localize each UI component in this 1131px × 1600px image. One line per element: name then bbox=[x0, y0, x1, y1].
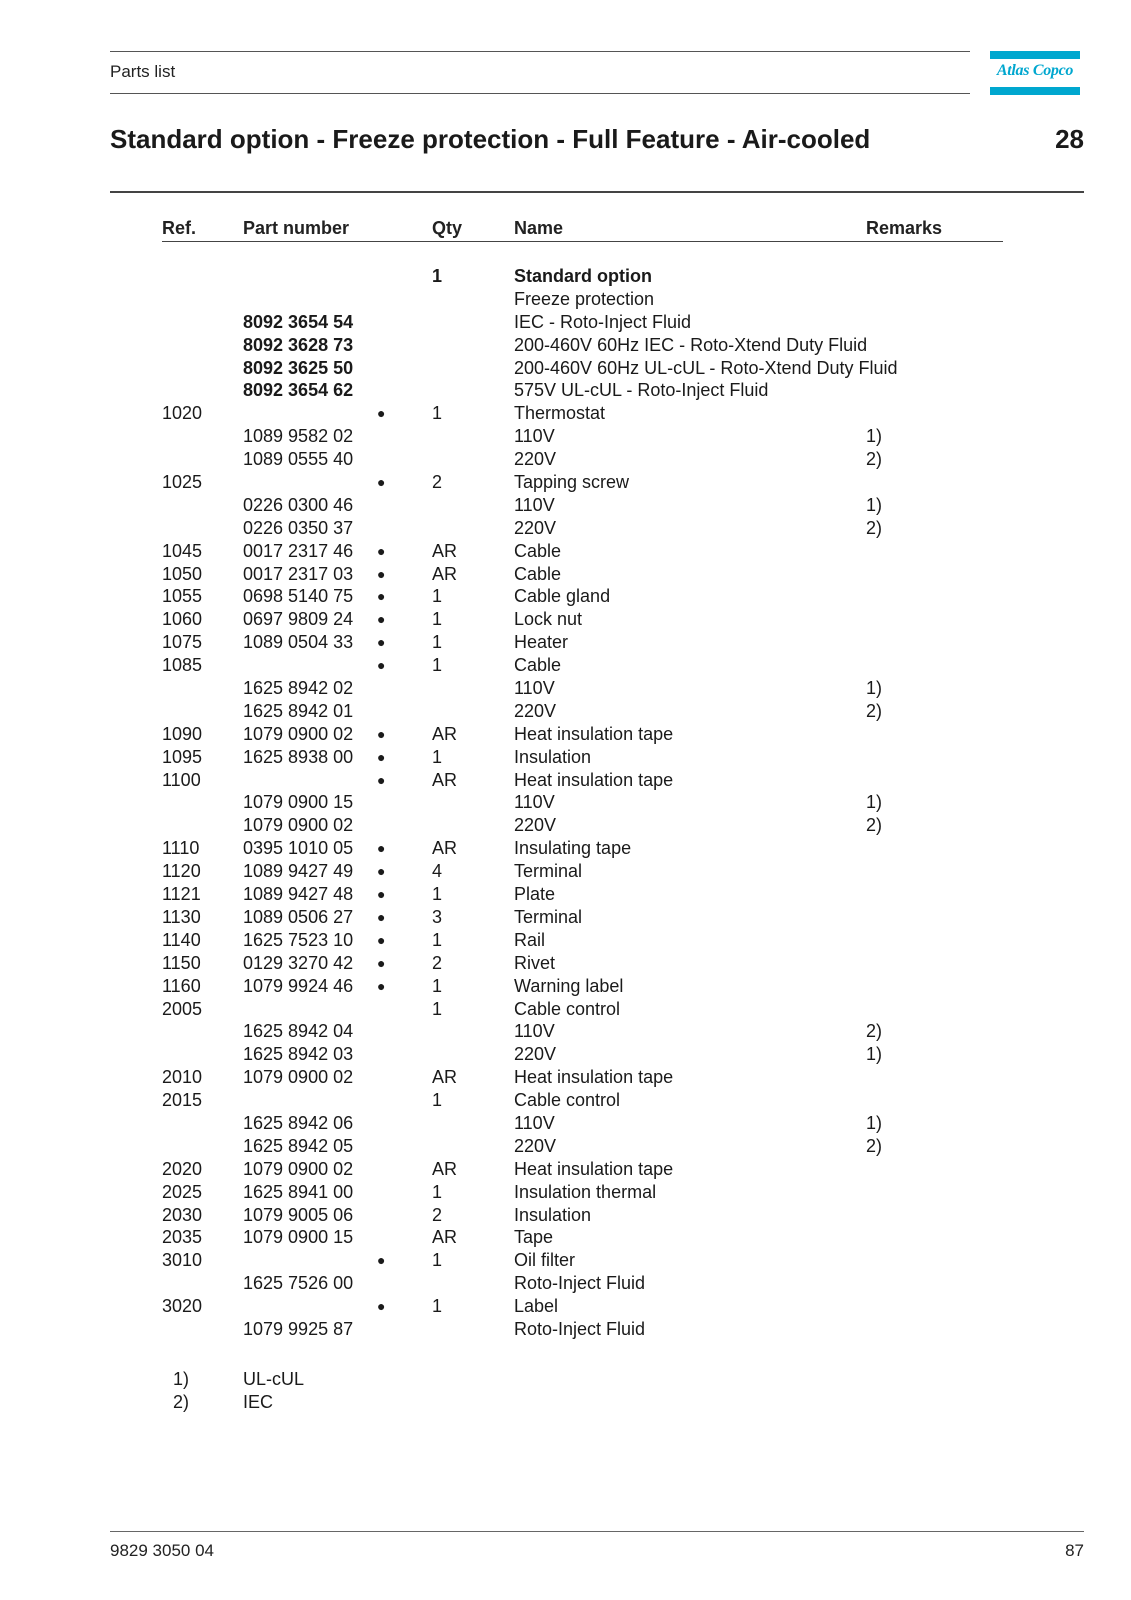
name-cell: Tape bbox=[514, 1227, 554, 1248]
logo-bar-bottom bbox=[990, 87, 1080, 95]
qty-cell: AR bbox=[432, 1158, 458, 1179]
ref-cell: 1060 bbox=[162, 609, 203, 630]
table-row bbox=[0, 814, 1131, 837]
remarks-cell: 1) bbox=[866, 792, 883, 813]
part-number-cell: 1079 0900 02 bbox=[243, 815, 354, 836]
name-cell: Heat insulation tape bbox=[514, 1158, 674, 1179]
table-row bbox=[0, 906, 1131, 929]
remarks-cell: 1) bbox=[866, 494, 883, 515]
atlas-copco-logo bbox=[990, 51, 1080, 95]
name-cell: Freeze protection bbox=[514, 288, 655, 309]
name-cell: 200-460V 60Hz UL-cUL - Roto-Xtend Duty Fluid bbox=[514, 357, 898, 378]
ref-cell: 3020 bbox=[162, 1296, 203, 1317]
part-number-cell: 1089 9427 49 bbox=[243, 861, 354, 882]
part-number-cell: 1625 7523 10 bbox=[243, 929, 354, 950]
name-cell: Cable control bbox=[514, 998, 621, 1019]
ref-cell: 1110 bbox=[162, 838, 200, 859]
part-number-cell: 0017 2317 03 bbox=[243, 563, 354, 584]
table-row bbox=[0, 883, 1131, 906]
table-row bbox=[0, 448, 1131, 471]
bullet-marker: ● bbox=[377, 954, 386, 971]
column-header-qty: Qty bbox=[432, 218, 463, 238]
table-row bbox=[0, 540, 1131, 563]
remarks-cell: 2) bbox=[866, 1135, 883, 1156]
table-row bbox=[0, 379, 1131, 402]
table-row bbox=[0, 1249, 1131, 1272]
qty-cell: 1 bbox=[432, 586, 443, 607]
bullet-marker: ● bbox=[377, 725, 386, 742]
footnote-mark-2: 2) bbox=[173, 1392, 190, 1412]
bullet-marker: ● bbox=[377, 634, 386, 651]
table-row bbox=[0, 334, 1131, 357]
column-header-name: Name bbox=[514, 218, 564, 238]
name-cell: Lock nut bbox=[514, 609, 583, 630]
table-row bbox=[0, 1272, 1131, 1295]
qty-cell: 2 bbox=[432, 1204, 443, 1225]
name-cell: Cable bbox=[514, 655, 562, 676]
bullet-marker: ● bbox=[377, 611, 386, 628]
part-number-cell: 1625 8941 00 bbox=[243, 1181, 354, 1202]
qty-cell: 1 bbox=[432, 1090, 443, 1111]
table-row bbox=[0, 723, 1131, 746]
qty-cell: AR bbox=[432, 769, 458, 790]
part-number-cell: 0129 3270 42 bbox=[243, 952, 354, 973]
name-cell: 220V bbox=[514, 1135, 557, 1156]
part-number-cell: 1079 9924 46 bbox=[243, 975, 354, 996]
bullet-marker: ● bbox=[377, 1252, 386, 1269]
ref-cell: 1140 bbox=[162, 929, 201, 950]
ref-cell: 2005 bbox=[162, 998, 203, 1019]
part-number-cell: 8092 3654 54 bbox=[243, 311, 354, 332]
ref-cell: 2030 bbox=[162, 1204, 203, 1225]
name-cell: 200-460V 60Hz IEC - Roto-Xtend Duty Fluid bbox=[514, 334, 868, 355]
table-row bbox=[0, 563, 1131, 586]
qty-cell: AR bbox=[432, 540, 458, 561]
table-row bbox=[0, 608, 1131, 631]
name-cell: Terminal bbox=[514, 906, 583, 927]
table-row bbox=[0, 1020, 1131, 1043]
table-row bbox=[0, 1318, 1131, 1341]
bullet-marker: ● bbox=[377, 657, 386, 674]
part-number-cell: 0697 9809 24 bbox=[243, 609, 354, 630]
name-cell: Oil filter bbox=[514, 1250, 576, 1271]
qty-cell: 2 bbox=[432, 472, 443, 493]
table-row bbox=[0, 494, 1131, 517]
qty-cell: 2 bbox=[432, 952, 443, 973]
name-cell: 110V bbox=[514, 678, 555, 699]
ref-cell: 1121 bbox=[162, 884, 201, 905]
ref-cell: 2010 bbox=[162, 1067, 203, 1088]
table-row bbox=[0, 1135, 1131, 1158]
qty-cell: 1 bbox=[432, 403, 443, 424]
qty-cell: 1 bbox=[432, 609, 443, 630]
ref-cell: 1085 bbox=[162, 655, 203, 676]
logo-wordmark: Atlas Copco bbox=[996, 62, 1074, 79]
ref-cell: 1090 bbox=[162, 723, 203, 744]
remarks-cell: 2) bbox=[866, 815, 883, 836]
part-number-cell: 1079 9005 06 bbox=[243, 1204, 354, 1225]
column-header-remarks: Remarks bbox=[866, 218, 943, 238]
qty-cell: AR bbox=[432, 563, 458, 584]
name-cell: Insulation bbox=[514, 746, 592, 767]
part-number-cell: 1089 0506 27 bbox=[243, 906, 354, 927]
table-row bbox=[0, 311, 1131, 334]
part-number-cell: 0698 5140 75 bbox=[243, 586, 354, 607]
table-row bbox=[0, 585, 1131, 608]
table-row bbox=[0, 357, 1131, 380]
remarks-cell: 2) bbox=[866, 700, 883, 721]
bullet-marker: ● bbox=[377, 748, 386, 765]
table-row bbox=[0, 1295, 1131, 1318]
part-number-cell: 1625 8942 06 bbox=[243, 1112, 354, 1133]
name-cell: Roto-Inject Fluid bbox=[514, 1318, 646, 1339]
qty-cell: AR bbox=[432, 1067, 458, 1088]
table-row bbox=[0, 265, 1131, 288]
table-row bbox=[0, 425, 1131, 448]
name-cell: Cable bbox=[514, 563, 562, 584]
ref-cell: 2020 bbox=[162, 1158, 203, 1179]
name-cell: Heater bbox=[514, 632, 569, 653]
part-number-cell: 1079 0900 02 bbox=[243, 723, 354, 744]
bullet-marker: ● bbox=[377, 863, 386, 880]
name-cell: 110V bbox=[514, 494, 555, 515]
name-cell: 110V bbox=[514, 792, 555, 813]
table-row bbox=[0, 746, 1131, 769]
name-cell: 220V bbox=[514, 815, 557, 836]
remarks-cell: 1) bbox=[866, 678, 883, 699]
part-number-cell: 1625 7526 00 bbox=[243, 1273, 354, 1294]
table-row bbox=[0, 860, 1131, 883]
bullet-marker: ● bbox=[377, 977, 386, 994]
qty-cell: 1 bbox=[432, 746, 443, 767]
name-cell: 220V bbox=[514, 517, 557, 538]
bullet-marker: ● bbox=[377, 931, 386, 948]
table-row bbox=[0, 1158, 1131, 1181]
qty-cell: AR bbox=[432, 1227, 458, 1248]
bullet-marker: ● bbox=[377, 886, 386, 903]
part-number-cell: 1089 0555 40 bbox=[243, 449, 354, 470]
name-cell: 110V bbox=[514, 1112, 555, 1133]
part-number-cell: 1625 8938 00 bbox=[243, 746, 354, 767]
name-cell: 220V bbox=[514, 449, 557, 470]
ref-cell: 1045 bbox=[162, 540, 203, 561]
bullet-marker: ● bbox=[377, 771, 386, 788]
qty-cell: 1 bbox=[432, 975, 443, 996]
table-row bbox=[0, 677, 1131, 700]
table-row bbox=[0, 1181, 1131, 1204]
table-row bbox=[0, 975, 1131, 998]
table-row bbox=[0, 952, 1131, 975]
part-number-cell: 1625 8942 02 bbox=[243, 678, 354, 699]
table-row bbox=[0, 791, 1131, 814]
qty-cell: 1 bbox=[432, 1296, 443, 1317]
table-row bbox=[0, 631, 1131, 654]
name-cell: Roto-Inject Fluid bbox=[514, 1273, 646, 1294]
name-cell: Heat insulation tape bbox=[514, 723, 674, 744]
bullet-marker: ● bbox=[377, 588, 386, 605]
name-cell: Label bbox=[514, 1296, 559, 1317]
part-number-cell: 1625 8942 04 bbox=[243, 1021, 354, 1042]
table-row bbox=[0, 929, 1131, 952]
qty-cell: 1 bbox=[432, 884, 443, 905]
part-number-cell: 0395 1010 05 bbox=[243, 838, 354, 859]
part-number-cell: 0017 2317 46 bbox=[243, 540, 354, 561]
part-number-cell: 0226 0300 46 bbox=[243, 494, 354, 515]
ref-cell: 1130 bbox=[162, 906, 201, 927]
name-cell: 575V UL-cUL - Roto-Inject Fluid bbox=[514, 380, 769, 401]
name-cell: Insulation thermal bbox=[514, 1181, 657, 1202]
table-row bbox=[0, 402, 1131, 425]
table-row bbox=[0, 471, 1131, 494]
qty-cell: 1 bbox=[432, 632, 443, 653]
title-divider bbox=[110, 191, 1084, 193]
name-cell: Plate bbox=[514, 884, 556, 905]
ref-cell: 1095 bbox=[162, 746, 203, 767]
part-number-cell: 1089 9582 02 bbox=[243, 426, 354, 447]
remarks-cell: 2) bbox=[866, 517, 883, 538]
table-row bbox=[0, 769, 1131, 792]
section-number: 28 bbox=[1055, 124, 1084, 154]
remarks-cell: 1) bbox=[866, 1112, 883, 1133]
remarks-cell: 2) bbox=[866, 1021, 883, 1042]
part-number-cell: 8092 3625 50 bbox=[243, 357, 354, 378]
name-cell: Thermostat bbox=[514, 403, 606, 424]
table-row bbox=[0, 1204, 1131, 1227]
ref-cell: 1100 bbox=[162, 769, 201, 790]
bullet-marker: ● bbox=[377, 405, 386, 422]
header-rule-top bbox=[110, 51, 970, 52]
footer-page-number: 87 bbox=[1065, 1541, 1084, 1560]
table-row bbox=[0, 1112, 1131, 1135]
qty-cell: 1 bbox=[432, 1181, 443, 1202]
remarks-cell: 1) bbox=[866, 1044, 883, 1065]
name-cell: Rivet bbox=[514, 952, 556, 973]
header-section-label: Parts list bbox=[110, 62, 176, 81]
name-cell: 220V bbox=[514, 700, 557, 721]
table-row bbox=[0, 700, 1131, 723]
qty-cell: AR bbox=[432, 723, 458, 744]
bullet-marker: ● bbox=[377, 474, 386, 491]
qty-cell: 1 bbox=[432, 929, 443, 950]
qty-cell: 3 bbox=[432, 906, 443, 927]
table-row bbox=[0, 1043, 1131, 1066]
part-number-cell: 1625 8942 05 bbox=[243, 1135, 354, 1156]
qty-cell: 1 bbox=[432, 266, 443, 286]
name-cell: Terminal bbox=[514, 861, 583, 882]
ref-cell: 1160 bbox=[162, 975, 201, 996]
column-header-divider bbox=[162, 241, 1003, 242]
table-row bbox=[0, 517, 1131, 540]
part-number-cell: 1079 9925 87 bbox=[243, 1318, 354, 1339]
page-title: Standard option - Freeze protection - Full Feature - Air-cooled bbox=[110, 124, 871, 154]
table-row bbox=[0, 998, 1131, 1021]
remarks-cell: 1) bbox=[866, 426, 883, 447]
name-cell: 220V bbox=[514, 1044, 557, 1065]
part-number-cell: 1089 9427 48 bbox=[243, 884, 354, 905]
footnote-text-2: IEC bbox=[243, 1392, 274, 1412]
table-row bbox=[0, 288, 1131, 311]
table-row bbox=[0, 837, 1131, 860]
ref-cell: 1075 bbox=[162, 632, 203, 653]
part-number-cell: 1079 0900 02 bbox=[243, 1158, 354, 1179]
name-cell: 110V bbox=[514, 426, 555, 447]
part-number-cell: 1079 0900 15 bbox=[243, 792, 354, 813]
ref-cell: 2015 bbox=[162, 1090, 203, 1111]
name-cell: IEC - Roto-Inject Fluid bbox=[514, 311, 692, 332]
bullet-marker: ● bbox=[377, 840, 386, 857]
remarks-cell: 2) bbox=[866, 449, 883, 470]
name-cell: Cable gland bbox=[514, 586, 611, 607]
name-cell: Standard option bbox=[514, 266, 652, 286]
part-number-cell: 8092 3628 73 bbox=[243, 334, 354, 355]
name-cell: Cable bbox=[514, 540, 562, 561]
name-cell: 110V bbox=[514, 1021, 555, 1042]
name-cell: Warning label bbox=[514, 975, 624, 996]
ref-cell: 2035 bbox=[162, 1227, 203, 1248]
qty-cell: 4 bbox=[432, 861, 443, 882]
name-cell: Rail bbox=[514, 929, 546, 950]
part-number-cell: 1625 8942 03 bbox=[243, 1044, 354, 1065]
bullet-marker: ● bbox=[377, 565, 386, 582]
qty-cell: 1 bbox=[432, 655, 443, 676]
ref-cell: 3010 bbox=[162, 1250, 203, 1271]
bullet-marker: ● bbox=[377, 1298, 386, 1315]
qty-cell: 1 bbox=[432, 1250, 443, 1271]
footer-divider bbox=[110, 1531, 1084, 1532]
bullet-marker: ● bbox=[377, 908, 386, 925]
ref-cell: 1020 bbox=[162, 403, 203, 424]
name-cell: Insulation bbox=[514, 1204, 592, 1225]
name-cell: Tapping screw bbox=[514, 472, 630, 493]
ref-cell: 1120 bbox=[162, 861, 201, 882]
bullet-marker: ● bbox=[377, 542, 386, 559]
name-cell: Cable control bbox=[514, 1090, 621, 1111]
name-cell: Heat insulation tape bbox=[514, 1067, 674, 1088]
footnote-text-1: UL-cUL bbox=[243, 1369, 305, 1389]
ref-cell: 1055 bbox=[162, 586, 203, 607]
part-number-cell: 1079 0900 02 bbox=[243, 1067, 354, 1088]
ref-cell: 1150 bbox=[162, 952, 201, 973]
part-number-cell: 1079 0900 15 bbox=[243, 1227, 354, 1248]
table-row bbox=[0, 1089, 1131, 1112]
table-row bbox=[0, 654, 1131, 677]
parts-table-body bbox=[0, 265, 1131, 1341]
ref-cell: 2025 bbox=[162, 1181, 203, 1202]
footnote-mark-1: 1) bbox=[173, 1369, 190, 1389]
header-rule-bottom bbox=[110, 93, 970, 94]
ref-cell: 1025 bbox=[162, 472, 203, 493]
part-number-cell: 0226 0350 37 bbox=[243, 517, 354, 538]
footer-document-number: 9829 3050 04 bbox=[110, 1541, 214, 1560]
table-row bbox=[0, 1066, 1131, 1089]
table-row bbox=[0, 1226, 1131, 1249]
part-number-cell: 8092 3654 62 bbox=[243, 380, 354, 401]
qty-cell: AR bbox=[432, 838, 458, 859]
part-number-cell: 1089 0504 33 bbox=[243, 632, 354, 653]
name-cell: Heat insulation tape bbox=[514, 769, 674, 790]
logo-bar-top bbox=[990, 51, 1080, 59]
ref-cell: 1050 bbox=[162, 563, 203, 584]
part-number-cell: 1625 8942 01 bbox=[243, 700, 354, 721]
column-header-ref: Ref. bbox=[162, 218, 197, 238]
name-cell: Insulating tape bbox=[514, 838, 632, 859]
qty-cell: 1 bbox=[432, 998, 443, 1019]
column-header-part-number: Part number bbox=[243, 218, 350, 238]
